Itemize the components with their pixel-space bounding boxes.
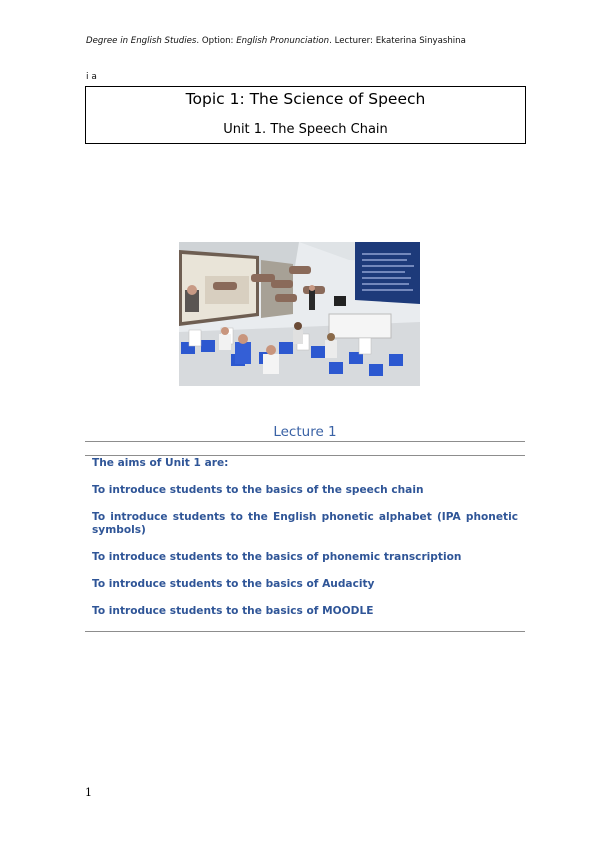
aim-item: To introduce students to the basics of phonemic transcription	[92, 551, 462, 563]
aim-item: To introduce students to the basics of Audacity	[92, 578, 375, 590]
lecture-divider-bottom	[85, 631, 525, 632]
virtual-classroom-image	[179, 242, 420, 386]
aims-heading: The aims of Unit 1 are:	[92, 457, 229, 469]
header-sep-lecturer: . Lecturer:	[329, 36, 376, 46]
aim-item: To introduce students to the English phonetic alphabet (IPA phonetic symbols)	[92, 511, 518, 536]
header-option: English Pronunciation	[236, 36, 330, 46]
header-course: Degree in English Studies	[86, 36, 197, 46]
aim-item: To introduce students to the basics of the speech chain	[92, 484, 424, 496]
aim-item: To introduce students to the basics of MOODLE	[92, 605, 374, 617]
header-lecturer: Ekaterina Sinyashina	[375, 36, 466, 46]
title-box	[85, 86, 526, 144]
lecture-divider-aims	[85, 455, 525, 456]
unit-title: Unit 1. The Speech Chain	[223, 122, 388, 137]
header-sep-option: . Option:	[196, 36, 237, 46]
section-marker: i a	[86, 72, 97, 82]
topic-title: Topic 1: The Science of Speech	[185, 90, 426, 108]
lecture-divider-top	[85, 441, 525, 442]
lecture-title: Lecture 1	[273, 424, 337, 440]
page-number: 1	[85, 786, 92, 799]
page-header	[86, 36, 526, 46]
